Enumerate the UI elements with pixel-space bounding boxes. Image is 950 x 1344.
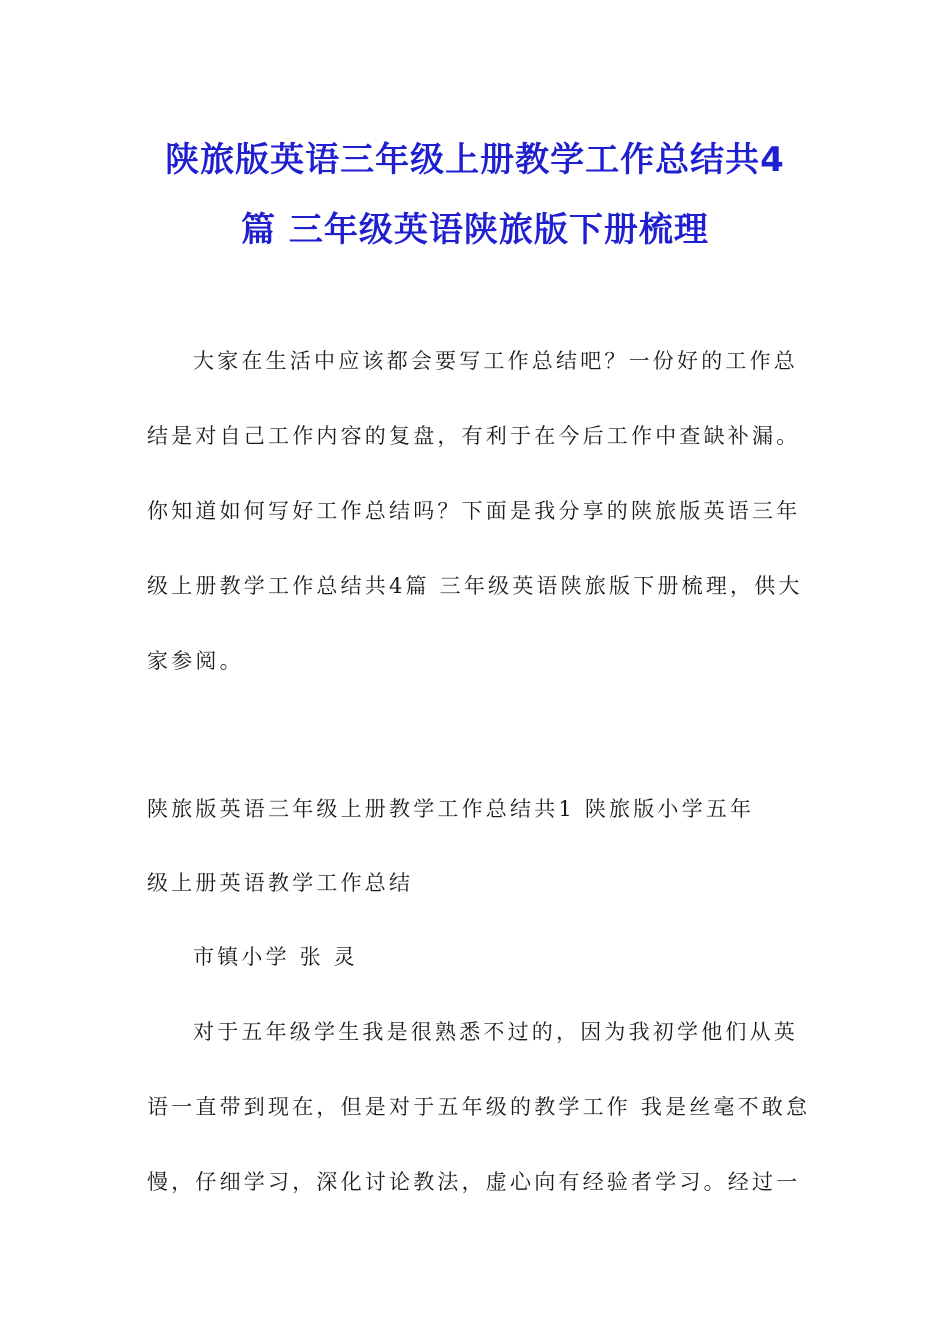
intro-line-4: 级上册教学工作总结共4篇 三年级英语陕旅版下册梳理，供大 [147, 574, 803, 598]
section-heading-line-2: 级上册英语教学工作总结 [147, 871, 414, 895]
document-title-line-2: 篇 三年级英语陕旅版下册梳理 [241, 210, 709, 250]
intro-line-5: 家参阅。 [147, 649, 244, 673]
section-heading-line-1: 陕旅版英语三年级上册教学工作总结共1 陕旅版小学五年 [147, 797, 755, 821]
body-line-2: 语一直带到现在，但是对于五年级的教学工作 我是丝毫不敢怠 [147, 1095, 811, 1119]
intro-line-1: 大家在生活中应该都会要写工作总结吧？一份好的工作总 [193, 349, 798, 373]
document-title-line-1: 陕旅版英语三年级上册教学工作总结共4 [165, 140, 785, 180]
body-line-1: 对于五年级学生我是很熟悉不过的，因为我初学他们从英 [193, 1020, 798, 1044]
intro-line-2: 结是对自己工作内容的复盘，有利于在今后工作中查缺补漏。 [147, 424, 801, 448]
author-line: 市镇小学 张 灵 [193, 945, 358, 969]
intro-line-3: 你知道如何写好工作总结吗？下面是我分享的陕旅版英语三年 [147, 499, 801, 523]
body-line-3: 慢，仔细学习，深化讨论教法，虚心向有经验者学习。经过一 [147, 1170, 801, 1194]
